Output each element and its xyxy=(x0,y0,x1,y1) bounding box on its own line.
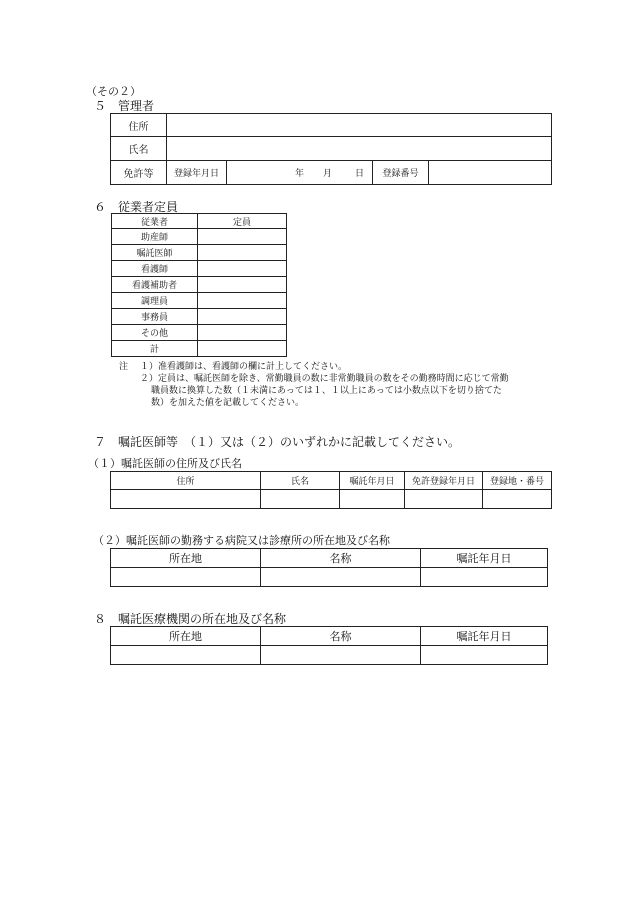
col-staff-header: 従業者 xyxy=(112,214,198,229)
col-institution-name: 名称 xyxy=(261,627,421,646)
staff-row-label: 看護師 xyxy=(112,261,198,277)
commissioned-institution-table xyxy=(110,626,548,665)
manager-name-label: 氏名 xyxy=(111,137,167,161)
reg-number-label: 登録番号 xyxy=(373,161,429,185)
col-name: 氏名 xyxy=(261,472,340,490)
quota-field[interactable] xyxy=(198,245,287,261)
section6-title: ６ 従業者定員 xyxy=(94,200,179,214)
col-commission-date: 嘱託年月日 xyxy=(421,627,548,646)
reg-date-label: 登録年月日 xyxy=(167,161,227,185)
quota-field[interactable] xyxy=(198,293,287,309)
section7-sub2-title: （２）嘱託医師の勤務する病院又は診療所の所在地及び名称 xyxy=(93,534,390,547)
col-quota-header: 定員 xyxy=(198,214,287,229)
page-header: （その２） xyxy=(86,85,141,98)
doctor-reg-number-field[interactable] xyxy=(483,490,552,509)
section7-sub1-title: （１）嘱託医師の住所及び氏名 xyxy=(88,457,242,470)
col-location: 所在地 xyxy=(111,549,261,568)
institution-commission-date-field[interactable] xyxy=(421,646,548,665)
commissioned-doctor-table xyxy=(110,471,552,509)
doctor-commission-date-field[interactable] xyxy=(340,490,405,509)
doctor-hospital-table xyxy=(110,548,548,587)
staff-row-label: 看護補助者 xyxy=(112,277,198,293)
quota-field[interactable] xyxy=(198,229,287,245)
reg-date-field[interactable] xyxy=(227,161,373,185)
year-label: 年 xyxy=(295,169,305,179)
manager-address-label: 住所 xyxy=(111,114,167,137)
staff-row-label: 調理員 xyxy=(112,293,198,309)
hospital-commission-date-field[interactable] xyxy=(421,568,548,587)
quota-field[interactable] xyxy=(198,325,287,341)
manager-license-label: 免許等 xyxy=(111,161,167,185)
quota-field[interactable] xyxy=(198,277,287,293)
col-address: 住所 xyxy=(111,472,261,490)
reg-number-field[interactable] xyxy=(429,161,552,185)
note-2-line-3: 数）を加えた値を記載してください。 xyxy=(151,398,305,408)
note-mark: 注 xyxy=(119,362,129,372)
note-2-line-1: ２）定員は、嘱託医師を除き、常勤職員の数に非常勤職員の数をその勤務時間に応じて常勤 xyxy=(140,374,509,384)
col-commission-date: 嘱託年月日 xyxy=(421,549,548,568)
staff-quota-table xyxy=(111,213,287,357)
quota-total-field[interactable] xyxy=(198,341,287,357)
staff-row-label: 嘱託医師 xyxy=(112,245,198,261)
doctor-name-field[interactable] xyxy=(261,490,340,509)
manager-table xyxy=(110,113,552,185)
quota-field[interactable] xyxy=(198,261,287,277)
col-facility-name: 名称 xyxy=(261,549,421,568)
staff-row-label: 助産師 xyxy=(112,229,198,245)
manager-name-field[interactable] xyxy=(167,137,552,161)
section8-title: ８ 嘱託医療機関の所在地及び名称 xyxy=(94,612,287,626)
institution-name-field[interactable] xyxy=(261,646,421,665)
col-location: 所在地 xyxy=(111,627,261,646)
quota-field[interactable] xyxy=(198,309,287,325)
hospital-name-field[interactable] xyxy=(261,568,421,587)
staff-row-label: 事務員 xyxy=(112,309,198,325)
col-commission-date: 嘱託年月日 xyxy=(340,472,405,490)
manager-address-field[interactable] xyxy=(167,114,552,137)
col-license-reg-date: 免許登録年月日 xyxy=(405,472,483,490)
note-2-line-2: 職員数に換算した数（１未満にあっては１、１以上にあっては小数点以下を切り捨てた xyxy=(151,386,502,396)
doctor-license-date-field[interactable] xyxy=(405,490,483,509)
staff-total-label: 計 xyxy=(112,341,198,357)
section7-title: ７ 嘱託医師等 （１）又は（２）のいずれかに記載してください。 xyxy=(94,435,461,449)
doctor-address-field[interactable] xyxy=(111,490,261,509)
day-label: 日 xyxy=(355,169,365,179)
section5-title: ５ 管理者 xyxy=(94,99,155,113)
institution-location-field[interactable] xyxy=(111,646,261,665)
note-1: １）准看護師は、看護師の欄に計上してください。 xyxy=(140,362,348,372)
month-label: 月 xyxy=(323,169,333,179)
staff-row-label: その他 xyxy=(112,325,198,341)
col-reg-place-number: 登録地・番号 xyxy=(483,472,552,490)
hospital-location-field[interactable] xyxy=(111,568,261,587)
